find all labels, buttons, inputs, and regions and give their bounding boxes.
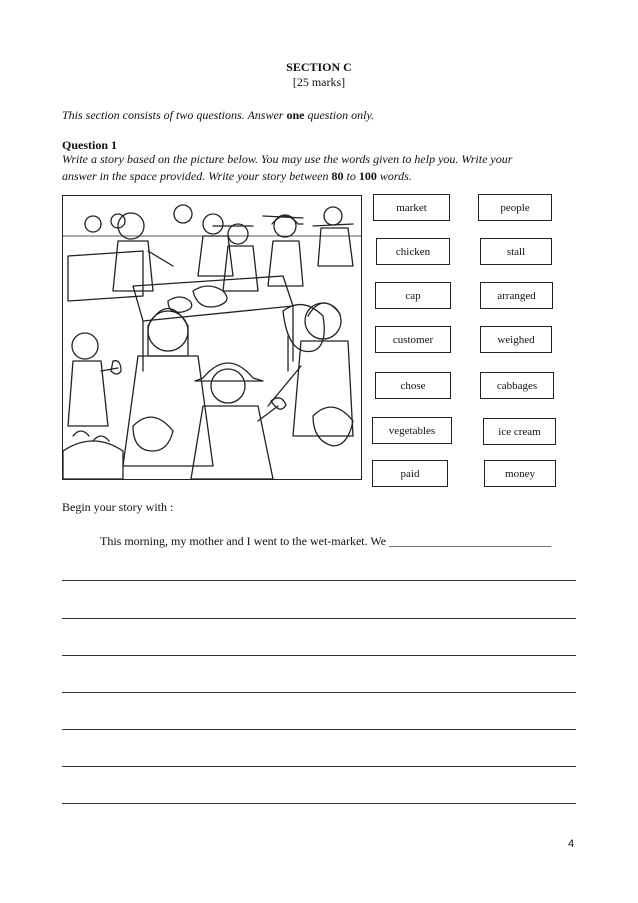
- section-intro: [62, 108, 374, 123]
- word-box-paid: paid: [372, 460, 448, 487]
- word-box-ice-cream: ice cream: [483, 418, 556, 445]
- word-box-people: people: [478, 194, 552, 221]
- answer-line-2[interactable]: [62, 618, 576, 619]
- word-box-customer: customer: [375, 326, 451, 353]
- word-box-cabbages: cabbages: [480, 372, 554, 399]
- market-scene-illustration: [63, 196, 361, 479]
- question-label: Question 1: [62, 138, 118, 152]
- max-words: 100: [358, 169, 377, 183]
- word-box-chose: chose: [375, 372, 451, 399]
- answer-line-6[interactable]: [62, 766, 576, 767]
- question-instructions: [62, 151, 582, 185]
- intro-text-before: This section consists of two questions. Answer: [62, 108, 287, 122]
- page-number: 4: [568, 838, 575, 850]
- instruction-line-2-after: words.: [376, 169, 412, 183]
- instruction-line-2: [62, 168, 582, 185]
- word-box-money: money: [484, 460, 556, 487]
- word-box-stall: stall: [480, 238, 552, 265]
- word-box-cap: cap: [375, 282, 451, 309]
- word-box-chicken: chicken: [376, 238, 450, 265]
- word-box-vegetables: vegetables: [372, 417, 452, 444]
- answer-line-1[interactable]: [62, 580, 576, 581]
- intro-emphasis: one: [286, 108, 305, 122]
- answer-line-7[interactable]: [62, 803, 576, 804]
- answer-line-3[interactable]: [62, 655, 576, 656]
- instruction-to: to: [343, 169, 359, 183]
- instruction-line-1: Write a story based on the picture below. You may use the words given to help you. Write your: [62, 152, 513, 166]
- market-scene-picture: [62, 195, 362, 480]
- answer-line-4[interactable]: [62, 692, 576, 693]
- word-box-weighed: weighed: [480, 326, 552, 353]
- intro-text-after: question only.: [304, 108, 375, 122]
- section-marks: [25 marks]: [292, 75, 346, 89]
- instruction-line-2-before: answer in the space provided. Write your story between: [62, 169, 332, 183]
- begin-story-label: Begin your story with :: [62, 500, 174, 514]
- min-words: 80: [331, 169, 344, 183]
- story-starter: This morning, my mother and I went to the wet-market. We ___________________________: [100, 534, 552, 548]
- word-box-market: market: [373, 194, 450, 221]
- word-box-arranged: arranged: [480, 282, 553, 309]
- section-title: SECTION C: [286, 60, 352, 74]
- answer-line-5[interactable]: [62, 729, 576, 730]
